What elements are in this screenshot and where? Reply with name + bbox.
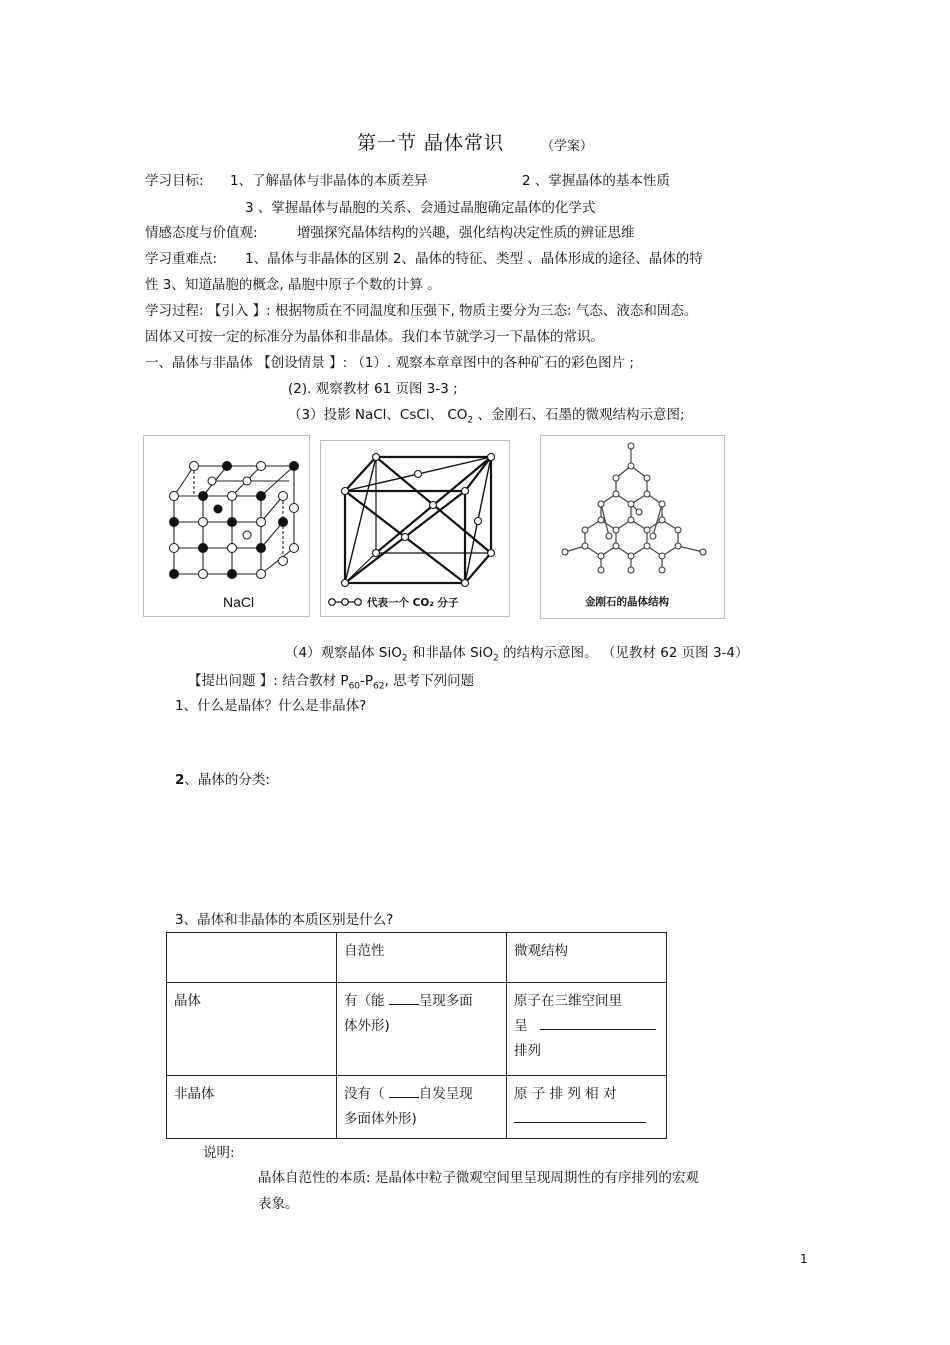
- process-line1: 学习过程: 【引入 】: 根据物质在不同温度和压强下, 物质主要分为三态: 气态、液态和固态。: [145, 303, 698, 319]
- co2-lattice-diagram: [321, 441, 509, 591]
- section1-heading: 一、晶体与非晶体 【创设情景 】: （1）. 观察本章章图中的各种矿石的彩色图片 ;: [145, 355, 634, 371]
- co2-caption: 代表一个 CO₂ 分子: [367, 597, 459, 609]
- key-points-label: 学习重难点:: [145, 251, 218, 267]
- note-line2: 表象。: [258, 1196, 299, 1212]
- table-cell: 没有（ 自发呈现 多面体外形): [337, 1076, 507, 1139]
- objective-2: 2 、掌握晶体的基本性质: [522, 173, 670, 189]
- question-1: 1、什么是晶体？什么是非晶体?: [175, 698, 367, 714]
- table-header-cell: 微观结构: [507, 933, 667, 983]
- diamond-structure-diagram: [541, 436, 724, 586]
- diamond-figure: [540, 435, 725, 619]
- emotion-label: 情感态度与价值观:: [145, 225, 258, 241]
- table-header-cell: 自范性: [337, 933, 507, 983]
- page-number: 1: [800, 1252, 808, 1266]
- title-note: （学案）: [541, 139, 594, 154]
- table-row: [167, 983, 667, 1076]
- objective-3: 3 、掌握晶体与晶胞的关系、会通过晶胞确定晶体的化学式: [245, 200, 596, 216]
- table-row-label: 晶体: [167, 983, 337, 1076]
- objective-1: 1、了解晶体与非晶体的本质差异: [230, 173, 428, 189]
- answer-blank[interactable]: [540, 1015, 656, 1030]
- crystal-comparison-table: [166, 932, 667, 1139]
- table-cell: 原 子 排 列 相 对: [507, 1076, 667, 1139]
- key-points-line1: 1、晶体与非晶体的区别 2、晶体的特征、类型 、晶体形成的途径、晶体的特: [245, 251, 703, 267]
- nacl-lattice-figure: [143, 435, 310, 617]
- question-intro: 【提出问题 】: 结合教材 $P_{60}-P_{62}$, 思考下列问题: [188, 673, 475, 692]
- key-points-line2: 性 3、知道晶胞的概念, 晶胞中原子个数的计算 。: [145, 277, 441, 293]
- table-row-label: 非晶体: [167, 1076, 337, 1139]
- process-line2: 固体又可按一定的标准分为晶体和非晶体。我们本节就学习一下晶体的常识。: [145, 329, 604, 345]
- section1-step3: （3）投影 NaCl、CsCl、 $CO_2$ 、金刚石、石墨的微观结构示意图;: [288, 407, 685, 426]
- answer-blank[interactable]: [389, 1083, 419, 1098]
- section1-step2: (2). 观察教材 61 页图 3-3 ;: [288, 381, 458, 397]
- nacl-lattice-diagram: [144, 436, 309, 616]
- table-header-row: [167, 933, 667, 983]
- question-2: 2、晶体的分类:: [175, 772, 270, 788]
- section1-step4: （4）观察晶体 SiO$_2$ 和非晶体 SiO$_2$ 的结构示意图。 （见教材 62 页图 3-4）: [285, 645, 749, 664]
- answer-blank[interactable]: [389, 990, 419, 1005]
- note-line1: 晶体自范性的本质: 是晶体中粒子微观空间里呈现周期性的有序排列的宏观: [258, 1170, 699, 1186]
- table-row: [167, 1076, 667, 1139]
- co2-lattice-figure: [320, 440, 510, 617]
- nacl-caption: NaCl: [223, 594, 255, 610]
- co2-molecule-icon: [327, 596, 363, 608]
- table-cell: 原子在三维空间里 呈 排列: [507, 983, 667, 1076]
- table-cell: 有（能 呈现多面 体外形): [337, 983, 507, 1076]
- emotion-text: 增强探究晶体结构的兴趣，强化结构决定性质的辨证思维: [297, 225, 635, 241]
- answer-blank[interactable]: [514, 1108, 646, 1123]
- question-3: 3、晶体和非晶体的本质区别是什么?: [175, 912, 394, 928]
- objectives-label: 学习目标:: [145, 173, 204, 189]
- page-title: 第一节 晶体常识: [357, 132, 505, 154]
- diamond-caption: 金刚石的晶体结构: [585, 596, 669, 608]
- note-label: 说明:: [203, 1145, 235, 1161]
- table-header-cell: [167, 933, 337, 983]
